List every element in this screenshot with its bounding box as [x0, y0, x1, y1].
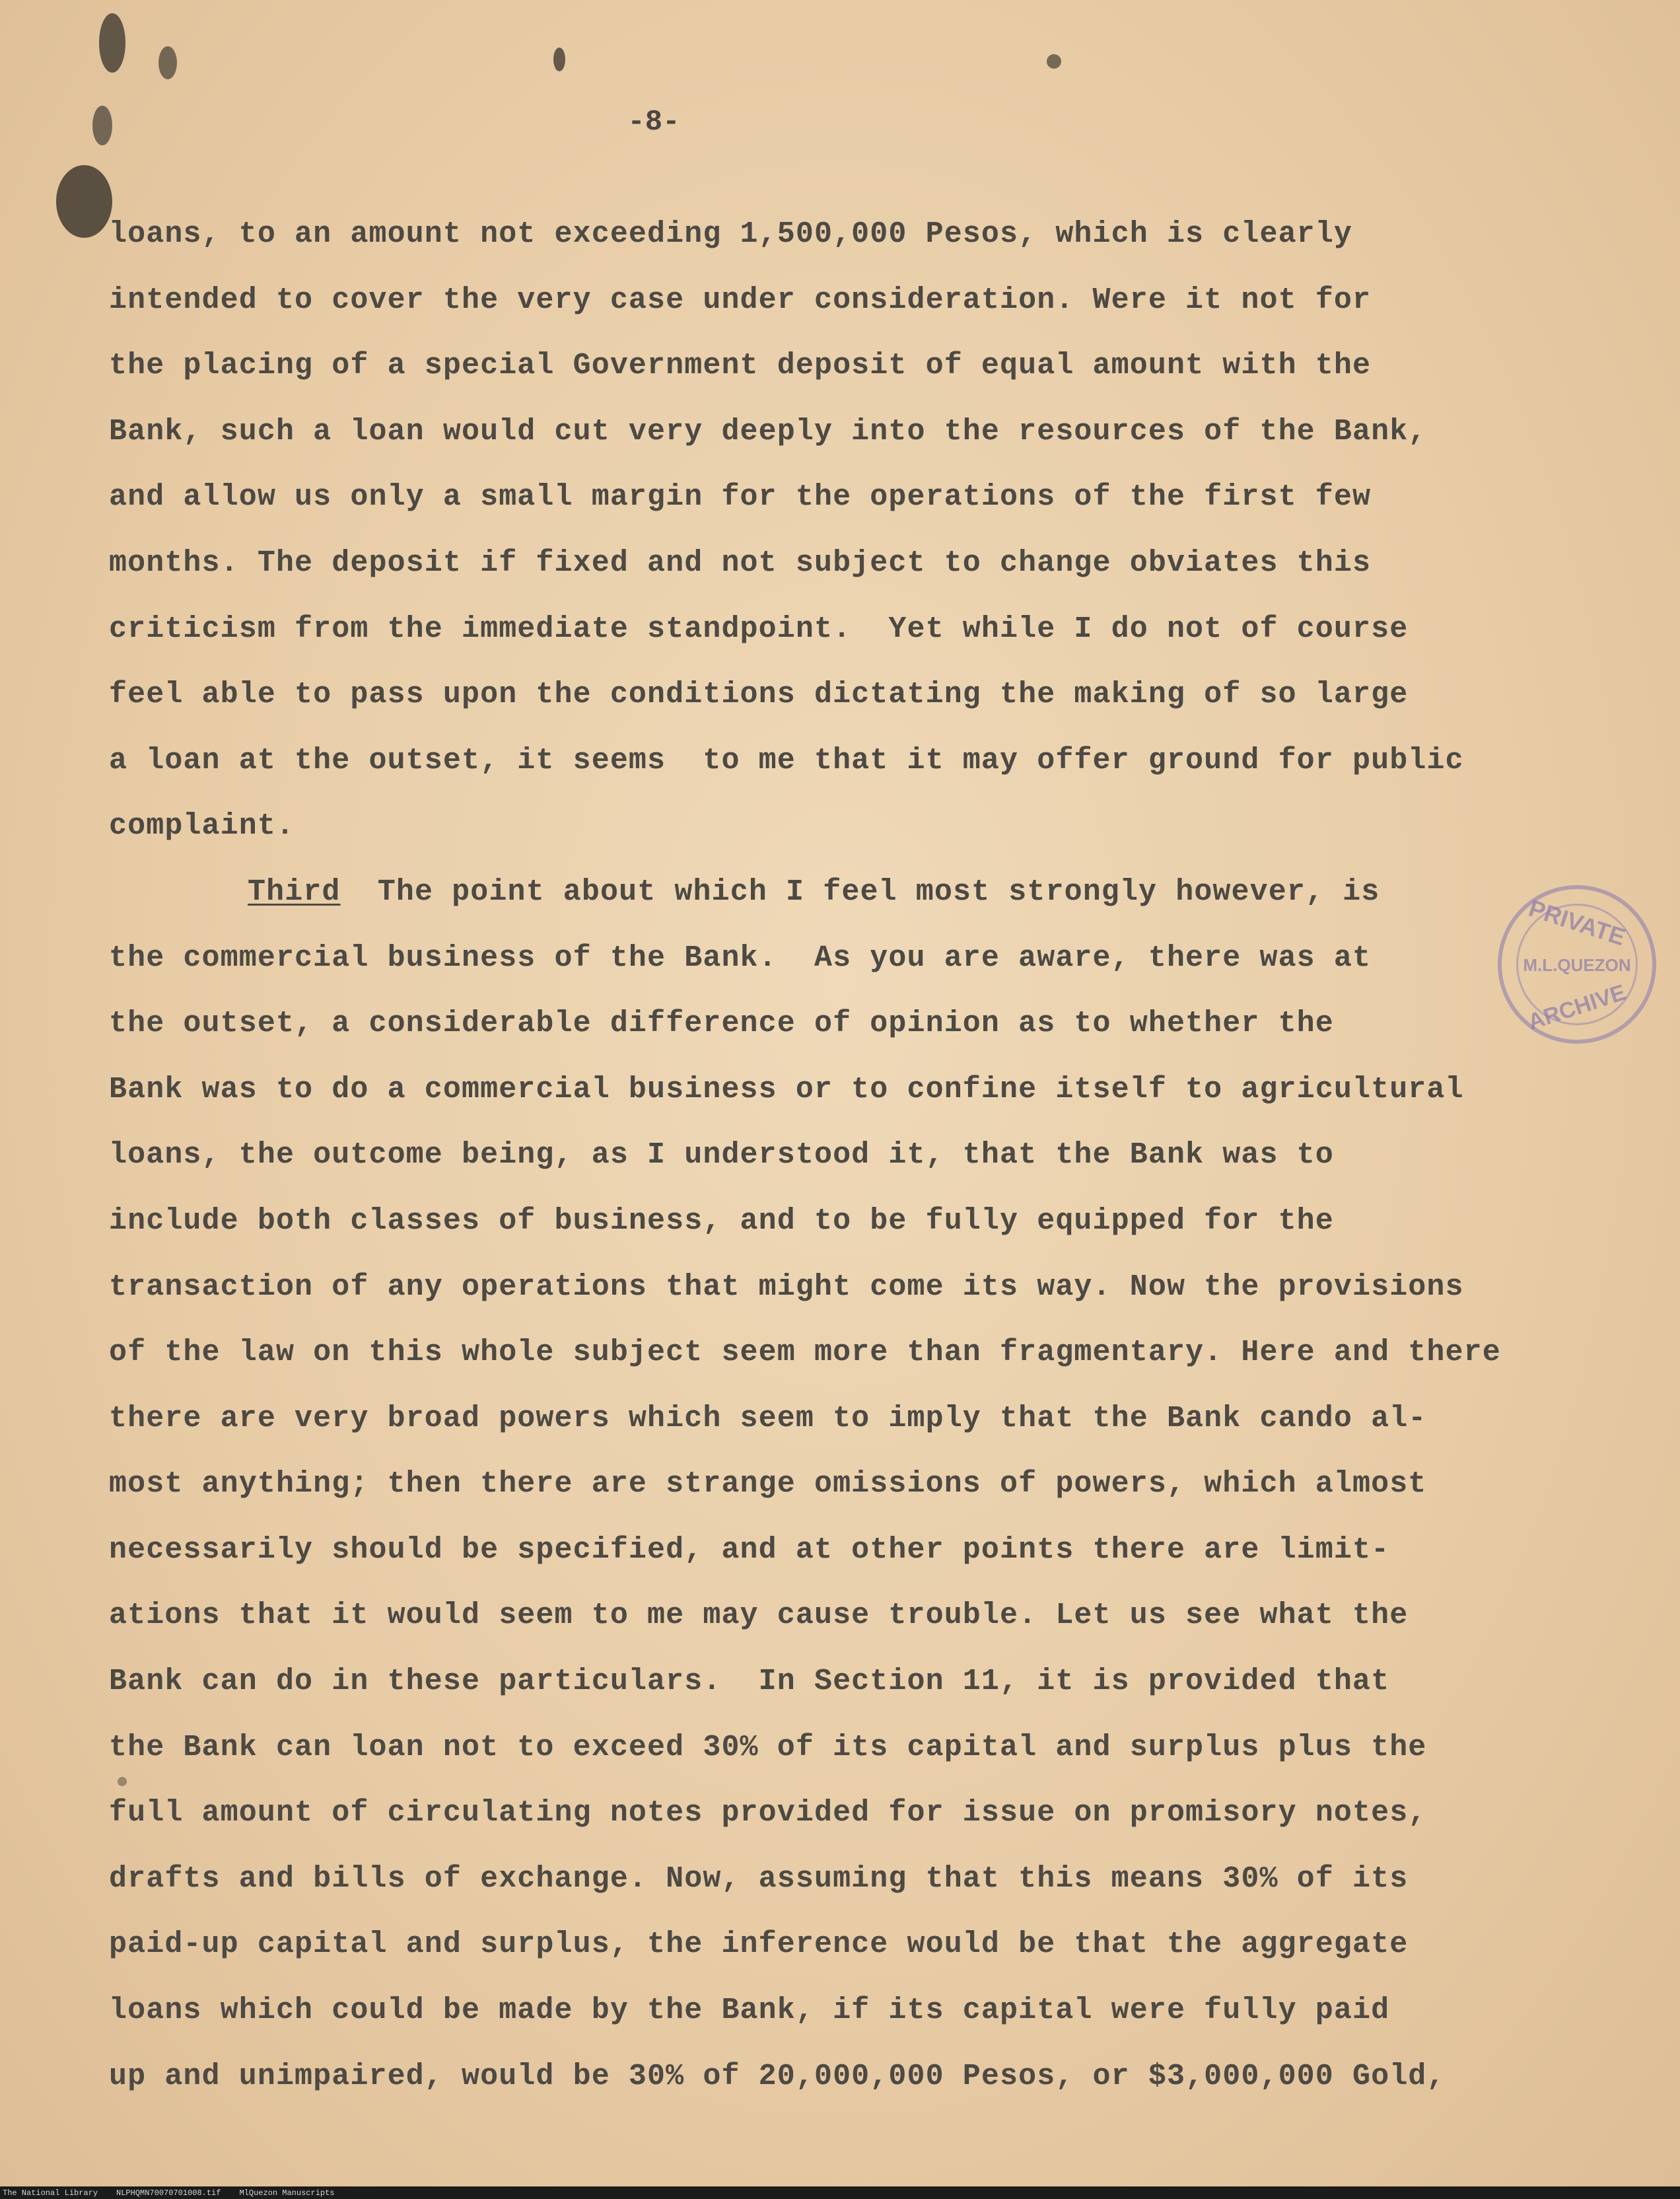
archive-stamp [1498, 885, 1656, 1044]
text-line: loans which could be made by the Bank, if its capital were fully paid [109, 1994, 1390, 2028]
footer-library: The National Library [3, 2188, 98, 2198]
text-line: loans, the outcome being, as I understood it, that the Bank was to [109, 1138, 1334, 1172]
text-line: necessarily should be specified, and at other points there are limit- [109, 1532, 1390, 1567]
page-number: -8- [627, 106, 680, 139]
text-line: of the law on this whole subject seem more than fragmentary. Here and there [109, 1336, 1501, 1370]
text-line: feel able to pass upon the conditions dictating the making of so large [109, 678, 1409, 712]
text-line: the commercial business of the Bank. As you are aware, there was at [109, 941, 1372, 975]
ink-blot [1047, 54, 1061, 69]
ink-blot [92, 106, 112, 145]
ink-blot [56, 165, 112, 238]
text-line: ations that it would seem to me may cause trouble. Let us see what the [109, 1599, 1409, 1633]
text-line: Bank can do in these particulars. In Section 11, it is provided that [109, 1665, 1390, 1699]
third-heading: Third [248, 875, 341, 909]
text-line: the Bank can loan not to exceed 30% of its capital and surplus plus the [109, 1730, 1427, 1764]
text-line: the outset, a considerable difference of opinion as to whether the [109, 1007, 1334, 1041]
text-line: Bank was to do a commercial business or to confine itself to agricultural [109, 1072, 1464, 1106]
text-line: months. The deposit if fixed and not subject to change obviates this [109, 546, 1372, 580]
text-line: include both classes of business, and to be fully equipped for the [109, 1204, 1334, 1238]
text-line: Bank, such a loan would cut very deeply into the resources of the Bank, [109, 414, 1427, 449]
text-line: and allow us only a small margin for the operations of the first few [109, 480, 1372, 515]
text-line: most anything; then there are strange omissions of powers, which almost [109, 1467, 1427, 1501]
stamp-bottom-text: ARCHIVE [1525, 980, 1629, 1035]
text-line: loans, to an amount not exceeding 1,500,000 Pesos, which is clearly [109, 217, 1352, 251]
text-line: up and unimpaired, would be 30% of 20,000,000 Pesos, or $3,000,000 Gold, [109, 2059, 1446, 2093]
text-line: intended to cover the very case under consideration. Were it not for [109, 283, 1372, 317]
text-line: a loan at the outset, it seems to me that it may offer ground for public [109, 743, 1464, 777]
text-line: the placing of a special Government deposit of equal amount with the [109, 349, 1372, 383]
stamp-top-text: PRIVATE [1525, 894, 1629, 951]
scan-footer [0, 2186, 1680, 2199]
text-line: full amount of circulating notes provided for issue on promisory notes, [109, 1796, 1427, 1830]
ink-blot [158, 46, 177, 79]
ink-blot [99, 13, 125, 73]
letter-body [109, 201, 1595, 2109]
text-line: complaint. [109, 809, 295, 844]
ink-blot [553, 48, 565, 71]
footer-collection: MlQuezon Manuscripts [239, 2188, 335, 2198]
text-line: paid-up capital and surplus, the inference would be that the aggregate [109, 1928, 1409, 1962]
stamp-middle-text: M.L.QUEZON [1523, 955, 1631, 975]
footer-file: NLPHQMN70070701008.tif [116, 2188, 221, 2198]
text-line: drafts and bills of exchange. Now, assuming that this means 30% of its [109, 1861, 1409, 1896]
paragraph-third-first-line [109, 859, 1595, 925]
text-line: criticism from the immediate standpoint. Yet while I do not of course [109, 612, 1409, 646]
text-line: there are very broad powers which seem to imply that the Bank cando al- [109, 1401, 1427, 1435]
text-line: transaction of any operations that might come its way. Now the provisions [109, 1270, 1464, 1304]
text-line-rest: The point about which I feel most strongly however, is [340, 875, 1380, 909]
